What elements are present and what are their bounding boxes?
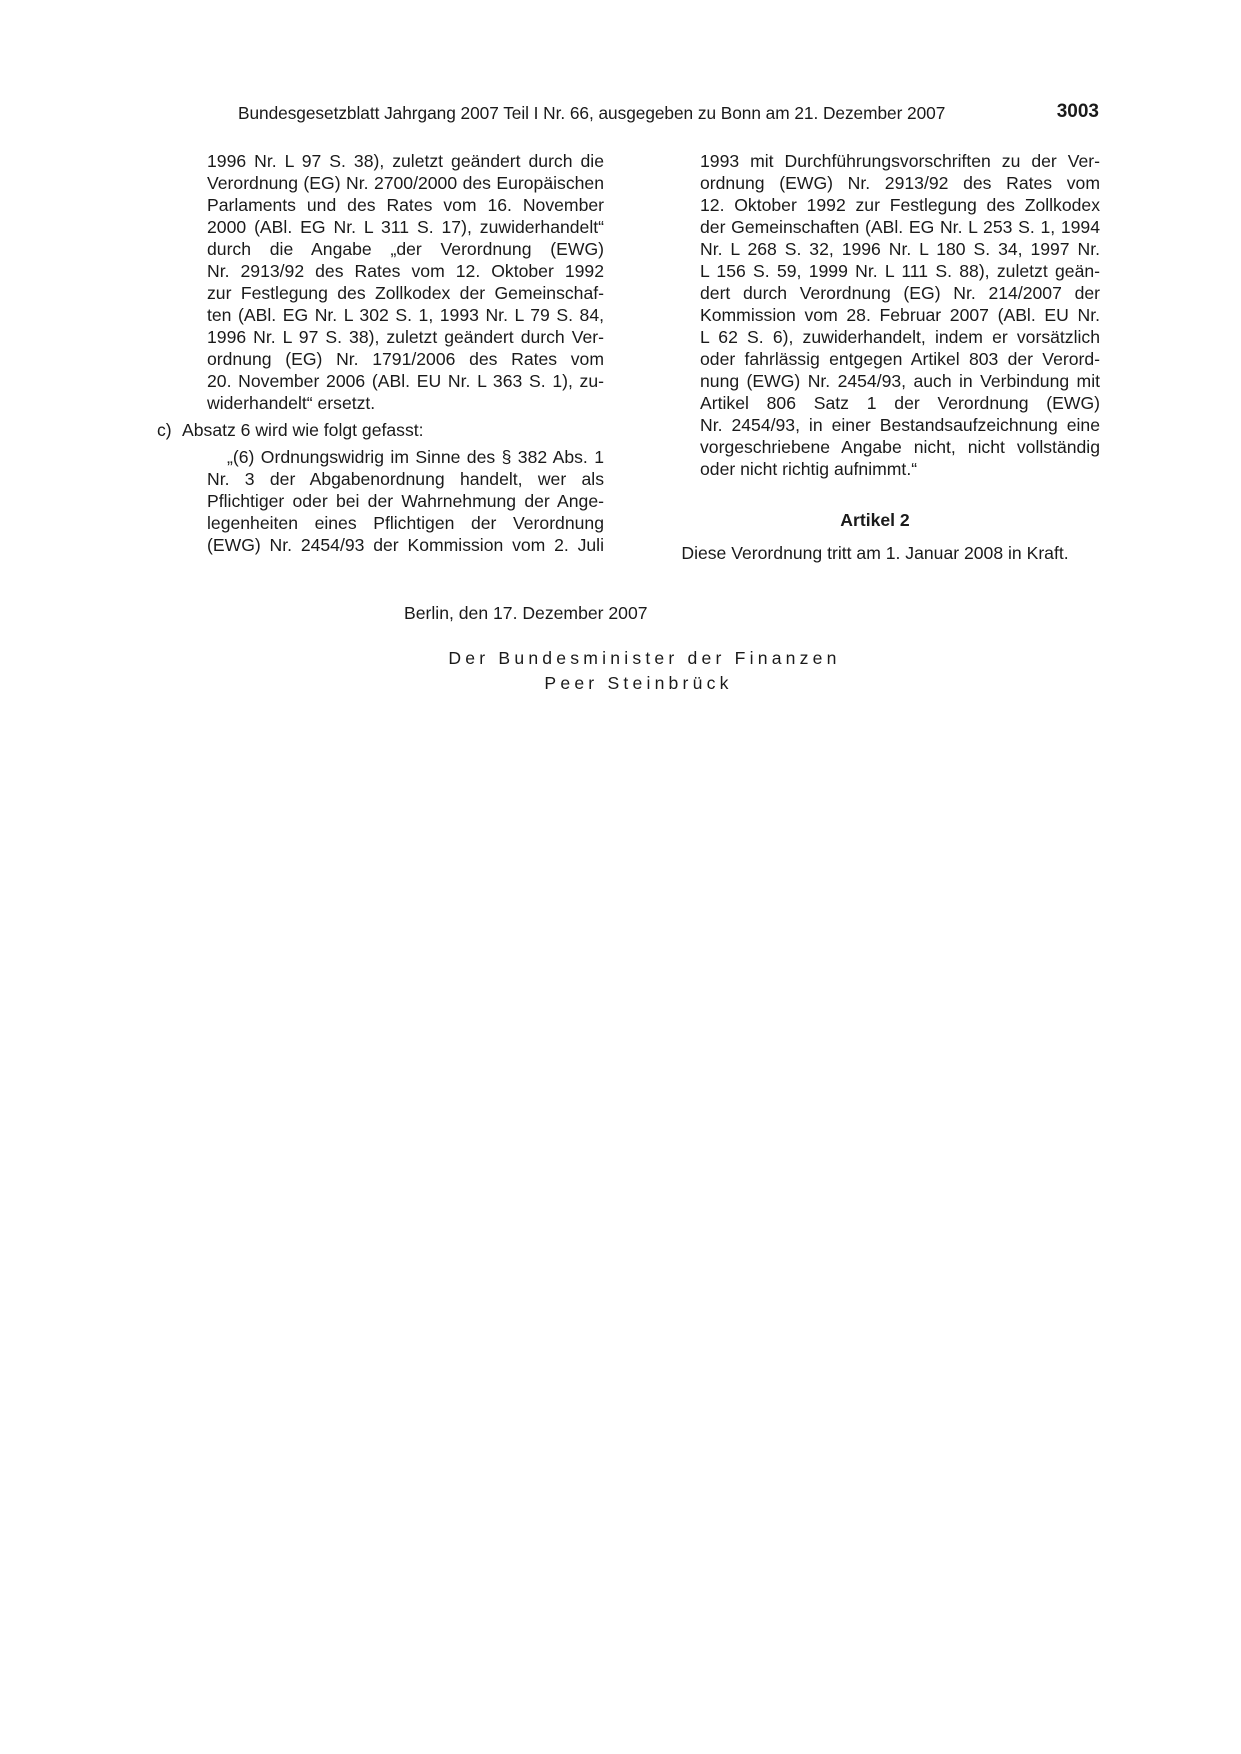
text-line: 12. Oktober 1992 zur Festlegung des Zollkodex (700, 195, 1100, 215)
running-header (238, 101, 1099, 127)
text-line: „(6) Ordnungswidrig im Sinne des § 382 Abs. 1 (227, 447, 604, 467)
text-line: Nr. 2454/93, in einer Bestandsaufzeichnung eine (700, 415, 1100, 435)
list-item-text: Absatz 6 wird wie folgt gefasst: (182, 420, 424, 440)
page-number: 3003 (1056, 101, 1099, 122)
text-line: L 156 S. 59, 1999 Nr. L 111 S. 88), zuletzt geän- (700, 261, 1100, 281)
text-line: Kommission vom 28. Februar 2007 (ABl. EU Nr. (700, 305, 1100, 325)
text-line: Nr. L 268 S. 32, 1996 Nr. L 180 S. 34, 1997 Nr. (700, 239, 1100, 259)
article-heading: Artikel 2 (840, 510, 910, 530)
text-line: oder fahrlässig entgegen Artikel 803 der Verord- (700, 349, 1100, 369)
list-marker: c) (157, 420, 172, 440)
text-line: Nr. 2913/92 des Rates vom 12. Oktober 1992 (207, 261, 604, 281)
text-line: vorgeschriebene Angabe nicht, nicht vollständig (700, 437, 1100, 457)
signatory-title: Der Bundesminister der Finanzen (448, 648, 841, 668)
signatory-name: Peer Steinbrück (544, 673, 733, 693)
text-line: der Gemeinschaften (ABl. EG Nr. L 253 S. 1, 1994 (700, 217, 1100, 237)
quoted-paragraph (157, 446, 604, 556)
text-line: oder nicht richtig aufnimmt.“ (700, 459, 918, 479)
text-line: Pflichtiger oder bei der Wahrnehmung der Ange- (207, 491, 604, 511)
text-line: widerhandelt“ ersetzt. (207, 393, 376, 413)
text-line: ten (ABl. EG Nr. L 302 S. 1, 1993 Nr. L 79 S. 84, (207, 305, 604, 325)
list-item-c (157, 419, 604, 441)
left-column (157, 150, 604, 556)
text-line: 1996 Nr. L 97 S. 38), zuletzt geändert durch Ver- (207, 327, 604, 347)
text-line: dert durch Verordnung (EG) Nr. 214/2007 der (700, 283, 1100, 303)
running-title: Bundesgesetzblatt Jahrgang 2007 Teil I Nr. 66, ausgegeben zu Bonn am 21. Dezember 2007 (238, 103, 946, 123)
place-date: Berlin, den 17. Dezember 2007 (404, 603, 648, 623)
text-line: 1996 Nr. L 97 S. 38), zuletzt geändert durch die (207, 151, 604, 171)
text-line: Artikel 806 Satz 1 der Verordnung (EWG) (700, 393, 1100, 413)
text-line: 2000 (ABl. EG Nr. L 311 S. 17), zuwiderhandelt“ (207, 217, 604, 237)
text-line: 20. November 2006 (ABl. EU Nr. L 363 S. 1), zu- (207, 371, 604, 391)
text-line: 1993 mit Durchführungsvorschriften zu der Ver- (700, 151, 1100, 171)
text-line: legenheiten eines Pflichtigen der Verordnung (207, 513, 604, 533)
text-line: Parlaments und des Rates vom 16. November (207, 195, 604, 215)
right-column (650, 150, 1100, 480)
text-line: ordnung (EWG) Nr. 2913/92 des Rates vom (700, 173, 1100, 193)
text-line: durch die Angabe „der Verordnung (EWG) (207, 239, 604, 259)
text-line: L 62 S. 6), zuwiderhandelt, indem er vorsätzlich (700, 327, 1100, 347)
article-text: Diese Verordnung tritt am 1. Januar 2008 in Kraft. (681, 543, 1069, 563)
text-line: Nr. 3 der Abgabenordnung handelt, wer als (207, 469, 604, 489)
text-line: zur Festlegung des Zollkodex der Gemeinschaf- (207, 283, 604, 303)
text-line: (EWG) Nr. 2454/93 der Kommission vom 2. Juli (207, 535, 604, 555)
text-line: ordnung (EG) Nr. 1791/2006 des Rates vom (207, 349, 604, 369)
text-line: Verordnung (EG) Nr. 2700/2000 des Europäischen (207, 173, 604, 193)
text-line: nung (EWG) Nr. 2454/93, auch in Verbindung mit (700, 371, 1100, 391)
